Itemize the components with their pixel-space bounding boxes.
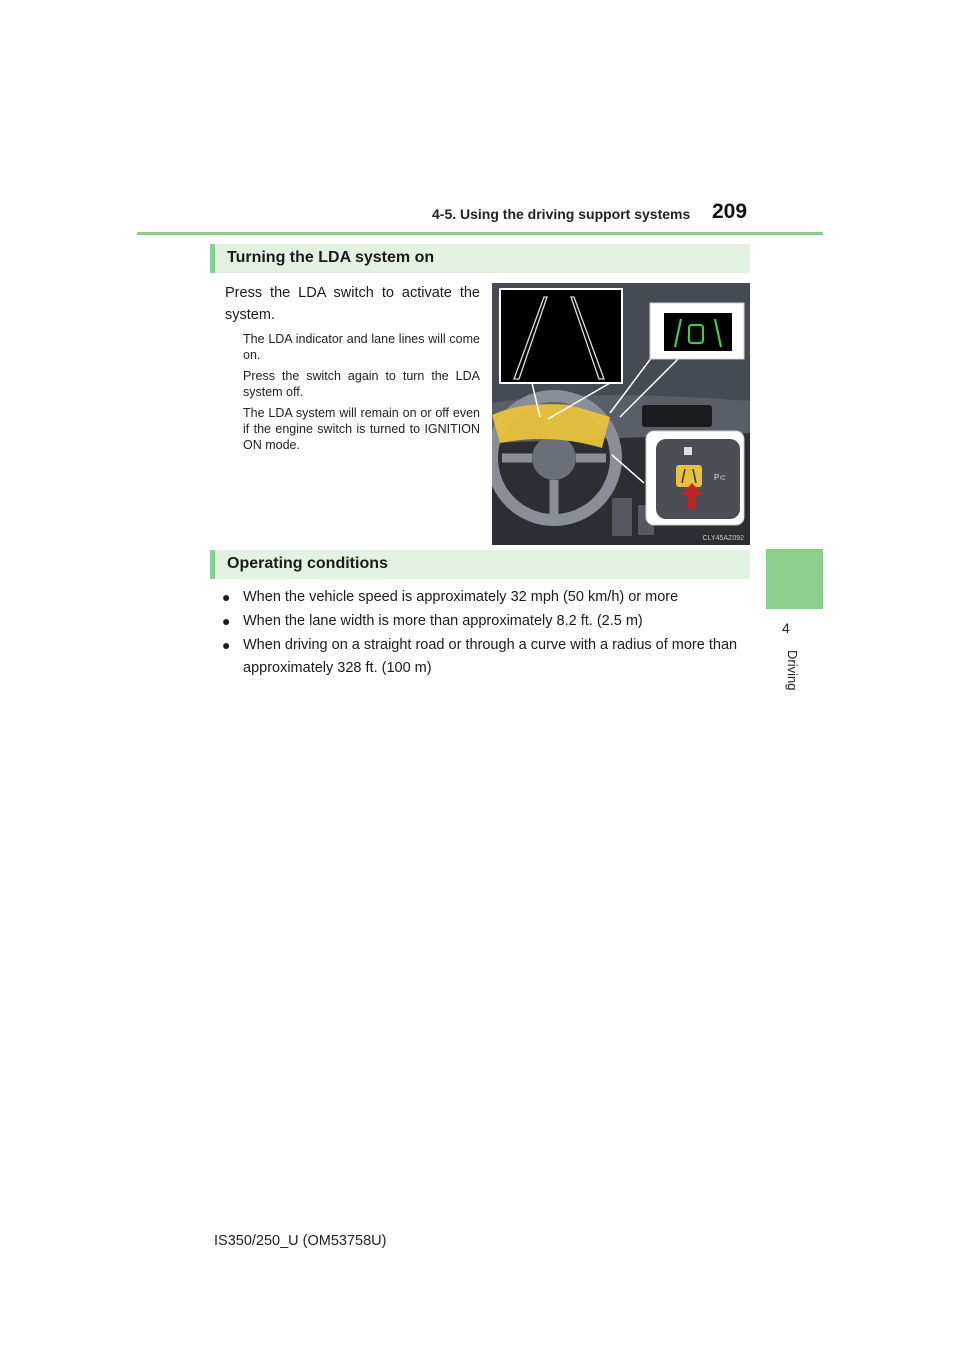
note-indicator: The LDA indicator and lane lines will come on. (243, 332, 480, 362)
cockpit-illustration (492, 283, 750, 545)
chapter-tab (766, 549, 823, 609)
footer-model: IS350/250_U (OM53758U) (214, 1233, 387, 1249)
svg-text:P⊂: P⊂ (714, 473, 727, 482)
bullet-icon: ● (222, 589, 231, 605)
section-heading-text: Operating conditions (227, 555, 388, 572)
section-heading-operating-conditions (210, 550, 750, 579)
page-number: 209 (712, 200, 748, 223)
section-heading-turning-on (210, 244, 750, 273)
list-item (222, 586, 752, 609)
bullet-icon: ● (222, 613, 231, 629)
list-item (222, 634, 752, 680)
operating-conditions-list (222, 586, 752, 681)
bullet-icon: ● (222, 637, 231, 653)
header-divider (137, 232, 823, 235)
chapter-label-wrapper (760, 650, 820, 710)
list-item-text: When the lane width is more than approximately 8.2 ft. (2.5 m) (243, 613, 643, 629)
chapter-number: 4 (782, 620, 790, 636)
header-section-title: 4-5. Using the driving support systems (432, 206, 691, 222)
list-item-text: When the vehicle speed is approximately 32 mph (50 km/h) or more (243, 589, 679, 605)
instruction-text: Press the LDA switch to activate the system. (225, 285, 480, 323)
figure-code: CLY45AZ092 (702, 535, 744, 542)
lda-switch-illustration (492, 283, 750, 545)
note-ignition: The LDA system will remain on or off even if the engine switch is turned to IGNITION ON mode. (243, 406, 480, 452)
note-turn-off: Press the switch again to turn the LDA system off. (243, 369, 480, 399)
section-heading-text: Turning the LDA system on (227, 249, 435, 266)
list-item-text: When driving on a straight road or through a curve with a radius of more than approximately 328 ft. (100 m) (243, 637, 738, 676)
chapter-label: Driving (785, 650, 800, 691)
list-item (222, 610, 752, 633)
